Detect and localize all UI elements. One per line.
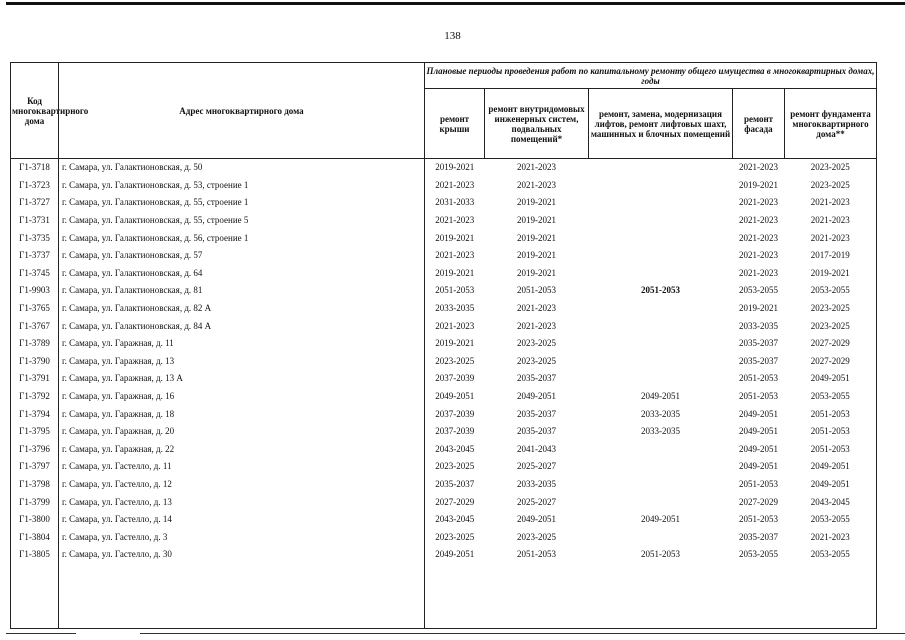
cell-address: г. Самара, ул. Гастелло, д. 3 <box>59 528 425 546</box>
cell-foundation: 2021-2023 <box>785 194 877 212</box>
cell-facade: 2049-2051 <box>739 426 778 437</box>
cell-facade: 2033-2035 <box>739 320 778 331</box>
cell-foundation: 2023-2025 <box>785 300 877 318</box>
cell-systems: 2035-2037 <box>517 426 556 437</box>
page-number: 138 <box>444 30 461 42</box>
cell-foundation: 2021-2023 <box>785 212 877 230</box>
cell-address: г. Самара, ул. Гаражная, д. 16 <box>59 388 425 406</box>
table-row <box>11 493 877 511</box>
cell-facade: 2021-2023 <box>739 267 778 278</box>
cell-lifts <box>589 317 733 335</box>
table-row <box>11 177 877 195</box>
cell-systems: 2041-2043 <box>517 443 556 454</box>
table-row <box>11 458 877 476</box>
cell-address: г. Самара, ул. Гастелло, д. 12 <box>59 476 425 494</box>
cell-lifts: 2033-2035 <box>641 408 680 419</box>
cell-code: Г1-3790 <box>11 353 59 371</box>
header-code: Код многоквартирного дома <box>11 63 59 159</box>
cell-address: г. Самара, ул. Галактионовская, д. 81 <box>59 282 425 300</box>
cell-address: г. Самара, ул. Гаражная, д. 18 <box>59 405 425 423</box>
cell-foundation: 2049-2051 <box>785 476 877 494</box>
cell-systems: 2035-2037 <box>517 373 556 384</box>
cell-lifts <box>589 194 733 212</box>
table-row <box>11 370 877 388</box>
cell-address: г. Самара, ул. Галактионовская, д. 64 <box>59 265 425 283</box>
cell-roof: 2021-2023 <box>435 250 475 261</box>
cell-address: г. Самара, ул. Галактионовская, д. 57 <box>59 247 425 265</box>
cell-code: Г1-3718 <box>11 159 59 177</box>
cell-lifts: 2051-2053 <box>641 549 680 560</box>
table-row <box>11 282 877 300</box>
cell-address: г. Самара, ул. Гастелло, д. 11 <box>59 458 425 476</box>
cell-roof: 2019-2021 <box>435 232 475 243</box>
cell-lifts <box>589 300 733 318</box>
table-row <box>11 159 877 177</box>
cell-roof: 2021-2023 <box>435 179 475 190</box>
cell-lifts <box>589 441 733 459</box>
table-row <box>11 388 877 406</box>
cell-roof: 2023-2025 <box>435 461 475 472</box>
cell-code: Г1-3791 <box>11 370 59 388</box>
cell-roof: 2043-2045 <box>435 443 475 454</box>
cell-foundation: 2053-2055 <box>785 388 877 406</box>
cell-code: Г1-3799 <box>11 493 59 511</box>
table-row <box>11 441 877 459</box>
cell-address: г. Самара, ул. Гаражная, д. 20 <box>59 423 425 441</box>
cell-facade: 2051-2053 <box>739 514 778 525</box>
cell-roof: 2023-2025 <box>435 531 475 542</box>
cell-lifts: 2051-2053 <box>641 285 680 296</box>
bottom-rule <box>140 633 905 634</box>
cell-lifts: 2049-2051 <box>641 391 680 402</box>
cell-roof: 2049-2051 <box>435 391 475 402</box>
cell-facade: 2021-2023 <box>739 215 778 226</box>
header-address: Адрес многоквартирного дома <box>59 63 425 159</box>
cell-foundation: 2051-2053 <box>785 423 877 441</box>
bottom-rule-left <box>6 633 76 634</box>
cell-address: г. Самара, ул. Галактионовская, д. 50 <box>59 159 425 177</box>
cell-roof: 2021-2023 <box>435 215 475 226</box>
cell-roof: 2019-2021 <box>435 338 475 349</box>
cell-code: Г1-3765 <box>11 300 59 318</box>
cell-code: Г1-3731 <box>11 212 59 230</box>
cell-facade: 2049-2051 <box>739 443 778 454</box>
cell-facade: 2035-2037 <box>739 338 778 349</box>
cell-systems: 2033-2035 <box>517 478 556 489</box>
cell-roof: 2035-2037 <box>435 478 475 489</box>
table-row <box>11 353 877 371</box>
cell-code: Г1-3789 <box>11 335 59 353</box>
cell-lifts <box>589 458 733 476</box>
cell-foundation: 2051-2053 <box>785 441 877 459</box>
cell-lifts <box>589 265 733 283</box>
cell-systems: 2051-2053 <box>517 285 556 296</box>
table-row <box>11 317 877 335</box>
cell-foundation: 2051-2053 <box>785 405 877 423</box>
cell-address: г. Самара, ул. Галактионовская, д. 55, строение 1 <box>59 194 425 212</box>
table-row <box>11 405 877 423</box>
cell-address: г. Самара, ул. Галактионовская, д. 53, строение 1 <box>59 177 425 195</box>
cell-code: Г1-3723 <box>11 177 59 195</box>
cell-code: Г1-3745 <box>11 265 59 283</box>
cell-code: Г1-3794 <box>11 405 59 423</box>
table-row <box>11 265 877 283</box>
cell-foundation: 2043-2045 <box>785 493 877 511</box>
cell-foundation: 2027-2029 <box>785 335 877 353</box>
cell-foundation: 2053-2055 <box>785 546 877 564</box>
table-row <box>11 247 877 265</box>
cell-address: г. Самара, ул. Гаражная, д. 22 <box>59 441 425 459</box>
cell-facade: 2027-2029 <box>739 496 778 507</box>
cell-code: Г1-3727 <box>11 194 59 212</box>
cell-lifts <box>589 493 733 511</box>
cell-code: Г1-3805 <box>11 546 59 564</box>
cell-address: г. Самара, ул. Гаражная, д. 13 А <box>59 370 425 388</box>
cell-facade: 2021-2023 <box>739 232 778 243</box>
cell-roof: 2037-2039 <box>435 426 475 437</box>
header-roof: ремонт крыши <box>425 89 485 159</box>
cell-facade: 2053-2055 <box>739 549 778 560</box>
cell-systems: 2049-2051 <box>517 391 556 402</box>
table-row <box>11 335 877 353</box>
cell-facade: 2021-2023 <box>739 197 778 208</box>
cell-facade: 2051-2053 <box>739 478 778 489</box>
cell-systems: 2019-2021 <box>517 215 556 226</box>
cell-facade: 2051-2053 <box>739 373 778 384</box>
cell-roof: 2027-2029 <box>435 496 475 507</box>
cell-systems: 2049-2051 <box>517 514 556 525</box>
cell-foundation: 2053-2055 <box>785 511 877 529</box>
cell-facade: 2035-2037 <box>739 531 778 542</box>
cell-facade: 2049-2051 <box>739 461 778 472</box>
cell-lifts <box>589 247 733 265</box>
repair-schedule-table <box>10 62 877 629</box>
table-row <box>11 511 877 529</box>
table-row <box>11 546 877 564</box>
cell-code: Г1-3796 <box>11 441 59 459</box>
cell-lifts <box>589 476 733 494</box>
cell-code: Г1-3800 <box>11 511 59 529</box>
cell-foundation: 2049-2051 <box>785 370 877 388</box>
table-row <box>11 194 877 212</box>
cell-lifts <box>589 212 733 230</box>
cell-address: г. Самара, ул. Гаражная, д. 13 <box>59 353 425 371</box>
cell-code: Г1-3737 <box>11 247 59 265</box>
cell-systems: 2023-2025 <box>517 531 556 542</box>
cell-facade: 2021-2023 <box>739 162 778 173</box>
cell-systems: 2019-2021 <box>517 197 556 208</box>
cell-address: г. Самара, ул. Гаражная, д. 11 <box>59 335 425 353</box>
cell-facade: 2051-2053 <box>739 391 778 402</box>
header-periods-group: Плановые периоды проведения работ по капитальному ремонту общего имущества в многоквартирных домах, годы <box>425 63 877 89</box>
cell-address: г. Самара, ул. Гастелло, д. 14 <box>59 511 425 529</box>
cell-roof: 2049-2051 <box>435 549 475 560</box>
cell-foundation: 2049-2051 <box>785 458 877 476</box>
cell-foundation: 2053-2055 <box>785 282 877 300</box>
cell-systems: 2023-2025 <box>517 338 556 349</box>
cell-foundation: 2023-2025 <box>785 159 877 177</box>
cell-systems: 2019-2021 <box>517 267 556 278</box>
cell-facade: 2035-2037 <box>739 355 778 366</box>
header-systems: ремонт внутридомовых инженерных систем, подвальных помещений* <box>485 89 589 159</box>
cell-roof: 2019-2021 <box>435 267 475 278</box>
top-rule <box>6 2 905 5</box>
cell-code: Г1-3735 <box>11 229 59 247</box>
cell-lifts <box>589 177 733 195</box>
cell-roof: 2031-2033 <box>435 197 475 208</box>
cell-facade: 2019-2021 <box>739 179 778 190</box>
table-row <box>11 476 877 494</box>
table-row <box>11 229 877 247</box>
cell-systems: 2021-2023 <box>517 303 556 314</box>
cell-systems: 2019-2021 <box>517 232 556 243</box>
cell-foundation: 2021-2023 <box>785 229 877 247</box>
cell-roof: 2023-2025 <box>435 355 475 366</box>
cell-code: Г1-3798 <box>11 476 59 494</box>
cell-address: г. Самара, ул. Галактионовская, д. 55, строение 5 <box>59 212 425 230</box>
cell-systems: 2035-2037 <box>517 408 556 419</box>
cell-address: г. Самара, ул. Гастелло, д. 13 <box>59 493 425 511</box>
cell-foundation: 2021-2023 <box>785 528 877 546</box>
cell-lifts: 2049-2051 <box>641 514 680 525</box>
cell-lifts <box>589 528 733 546</box>
table-row <box>11 423 877 441</box>
cell-systems: 2023-2025 <box>517 355 556 366</box>
cell-systems: 2051-2053 <box>517 549 556 560</box>
cell-systems: 2025-2027 <box>517 461 556 472</box>
cell-lifts <box>589 370 733 388</box>
cell-lifts: 2033-2035 <box>641 426 680 437</box>
header-lifts: ремонт, замена, модернизация лифтов, ремонт лифтовых шахт, машинных и блочных помещений <box>589 89 733 159</box>
header-foundation: ремонт фундамента многоквартирного дома** <box>785 89 877 159</box>
cell-roof: 2051-2053 <box>435 285 475 296</box>
cell-code: Г1-3792 <box>11 388 59 406</box>
header-facade: ремонт фасада <box>733 89 785 159</box>
cell-facade: 2053-2055 <box>739 285 778 296</box>
cell-lifts <box>589 335 733 353</box>
cell-foundation: 2017-2019 <box>785 247 877 265</box>
cell-systems: 2021-2023 <box>517 162 556 173</box>
cell-systems: 2021-2023 <box>517 179 556 190</box>
cell-address: г. Самара, ул. Галактионовская, д. 84 А <box>59 317 425 335</box>
cell-roof: 2043-2045 <box>435 514 475 525</box>
cell-facade: 2021-2023 <box>739 250 778 261</box>
cell-systems: 2019-2021 <box>517 250 556 261</box>
cell-foundation: 2019-2021 <box>785 265 877 283</box>
cell-code: Г1-3797 <box>11 458 59 476</box>
cell-systems: 2025-2027 <box>517 496 556 507</box>
cell-roof: 2021-2023 <box>435 320 475 331</box>
cell-roof: 2037-2039 <box>435 408 475 419</box>
cell-code: Г1-3767 <box>11 317 59 335</box>
cell-facade: 2019-2021 <box>739 303 778 314</box>
cell-roof: 2037-2039 <box>435 373 475 384</box>
table-bottom-space <box>11 564 877 629</box>
cell-address: г. Самара, ул. Гастелло, д. 30 <box>59 546 425 564</box>
table-body <box>11 159 877 629</box>
cell-facade: 2049-2051 <box>739 408 778 419</box>
cell-roof: 2033-2035 <box>435 303 475 314</box>
cell-address: г. Самара, ул. Галактионовская, д. 56, строение 1 <box>59 229 425 247</box>
cell-lifts <box>589 229 733 247</box>
cell-lifts <box>589 353 733 371</box>
cell-address: г. Самара, ул. Галактионовская, д. 82 А <box>59 300 425 318</box>
cell-code: Г1-3795 <box>11 423 59 441</box>
cell-code: Г1-3804 <box>11 528 59 546</box>
table-row <box>11 300 877 318</box>
table-row <box>11 212 877 230</box>
cell-lifts <box>589 159 733 177</box>
cell-foundation: 2027-2029 <box>785 353 877 371</box>
table-row <box>11 528 877 546</box>
cell-roof: 2019-2021 <box>435 162 475 173</box>
cell-code: Г1-9903 <box>11 282 59 300</box>
cell-foundation: 2023-2025 <box>785 177 877 195</box>
cell-systems: 2021-2023 <box>517 320 556 331</box>
cell-foundation: 2023-2025 <box>785 317 877 335</box>
